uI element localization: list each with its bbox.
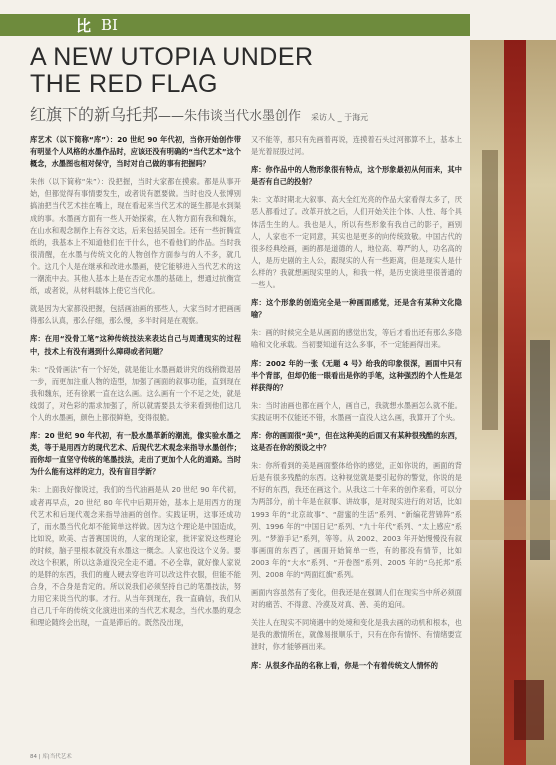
interview-question: 库：你的画面很“美”，但在这种美的后面又有某种很残酷的东西，这是否在你的预设之中？ xyxy=(251,430,462,453)
interview-answer: 画面内容虽然有了变化，但我还是在强调人们在现实当中所必须面对的痛苦、不得意、冷漠及对真、善、美的追问。 xyxy=(251,588,462,610)
interview-question: 库艺术（以下简称“库”）：20 世纪 90 年代初，当你开始创作带有明显个人风格的水墨作品时，应该还没有明确的“当代艺术”这个概念，水墨图也相对保守，当时对自己做的事有把握吗？ xyxy=(30,135,241,169)
interview-answer: 朱：画的时候完全是从画面的感觉出发，等后才看出还有那么多隐喻和文化承载。当初要知道有这么多事，不一定能画得出来。 xyxy=(251,328,462,350)
interview-question: 库：2002 年的一张《无题 4 号》给我的印象很深，画面中只有半个背部，但却仍能一眼看出是你的手笔，这种强烈的个人性是怎样获得的？ xyxy=(251,358,462,392)
interview-answer: 又不能等，那只有先画着再说，连摸着石头过河都算不上，基本上是光着屁股过河。 xyxy=(251,135,462,157)
interview-question: 库：在用“没骨工笔”这种传统技法来表达自己与周遭现实的过程中，技术上有没有遇到什么障碍或者问题？ xyxy=(30,334,241,356)
interview-question: 库：这个形象的创造完全是一种画面感觉，还是含有某种文化隐喻？ xyxy=(251,298,462,320)
title-en-line-2: THE RED FLAG xyxy=(30,70,218,98)
page-footer: 84 | 库|当代艺术 xyxy=(30,754,72,760)
interview-answer: 就是因为大家都没把握，包括画油画的那些人，大家当时才把画画得那么认真，那么仔细，那么慢，多半时间是在观察。 xyxy=(30,304,241,326)
interview-question: 库：20 世纪 90 年代初，有一股水墨革新的潮流，像实验水墨之类，等于是用西方的现代艺术、后现代艺术观念来指导水墨创作；而你却一直坚守传统的笔墨技法，走出了更加个人化的道路。当时为什么能有这样的定力，没有盲目学新？ xyxy=(30,431,241,477)
interview-answer: 关注人在现实不同境遇中的处境和变化是我去画的动机和根本，也是我的激情所在，就像易报顺乐于，只有在你有情怀、有情绪要宣泄时，你才能够画出来。 xyxy=(251,618,462,652)
painting-red-band xyxy=(504,40,526,765)
left-column xyxy=(30,134,241,744)
title-zh-main: 红旗下的新乌托邦 xyxy=(30,105,159,124)
title-zh-subtitle: ——朱伟谈当代水墨创作 xyxy=(158,109,302,124)
painting-strip-image xyxy=(470,40,556,765)
painting-light-band xyxy=(470,500,556,540)
section-category-en: BI xyxy=(101,16,118,34)
section-header-bar xyxy=(0,14,470,36)
article-title-zh xyxy=(30,102,460,125)
interview-answer: 朱：文革时期北大叙事、高大全红光亮的作品大家看得太多了，厌恶人都看过了。改革开放之后，人们开始关注个体、人性、每个具体活生生的人。我也是人，所以有些形象有我自己的影子，画别人，人家也不一定同意，其实也是更多的向传统致敬。中国古代的很多经典绘画，画的都是道德的人，地位高、尊严的人，功名高的人，是历史剧的主人公，跟现实的人有一些距离，但是现实人是什么样的？我就想画现实里的人，和我一样，是历史演进里很普通的一些人。 xyxy=(251,195,462,290)
article-title-en xyxy=(30,44,450,98)
interview-answer: 朱：“没骨画法”有一个好处，就是能让水墨画最讲究的线稍微退居一步，而更加注重人物的造型，加强了画面的叙事功能，直到现在我和魏东，还有徐累一直在这么画。这么画有一个不足之处，就是线弱了，对色彩的需求加强了，所以就需要县太爷来看到他们这几个人的水墨画，颜色上都很鲜艳，变得很脆。 xyxy=(30,364,241,422)
section-category: 比 xyxy=(76,16,94,35)
interview-question: 库：你作品中的人物形象很有特点，这个形象最初从何而来，其中是否有自己的投射？ xyxy=(251,165,462,187)
article-body xyxy=(30,134,462,744)
title-en-line-1: A NEW UTOPIA UNDER xyxy=(30,43,314,71)
interview-answer: 朱：上面我好像说过，我们的当代油画是从 20 世纪 90 年代初，或者再早点，20 世纪 80 年代中后期开始，基本上是用西方的现代艺术和后现代观念来指导油画的创作。实践证明，这事还成功了，而水墨当代化却不能简单这样做。因为这个理论是中国造成，比如说，欧美、吉普赛国说的，人家的现论家，批评家说这些理论的时候，脑子里根本就没有水墨这一概念。人家也没这个义务。要改这个积累，所以这条道没完全走不通。不必全靠，就好像人家说的是胖的东西，我们的瘦人硬去穿也许可以改这件衣服，但能不能合身，不合身是肯定的。所以说我们必须坚持自己的笔墨技法，努力用它来说当代的事。才行。从当年到现在，我一直确信，我们从自己几千年的传统文化演进出来的当代艺术观念，当代水墨的观念和理论随终会出现，一直是滞后的。既然没出现， xyxy=(30,485,241,628)
interview-answer: 朱伟（以下简称“朱”）：没把握，当时大家都在摸索。都是从事开始，但都觉得有事情要发生，或者说有愿要做。当时也没人张博别搞油把当代艺术挂在嘴上，现在看起来当代艺术的诞生都是水到渠成的事。水墨画方面有一些人开始探索，在人物方面有我和魏东，在山水和观念制作上有谷文达，后来包括吴国全。还有一些折腾宣纸的，我基本上不知道他们在干什么，也不看他们的作品。当时我很清醒，在水墨与传统文化的人物创作方面参与的人不多，就几个。这几个人是在继承和改进水墨画，使它能够进入当代艺术的这一潮流中去。其他人基本上是在否定水墨的基础上，想通过抗衡宣纸，或者说，从材料载体上使它当代化。 xyxy=(30,177,241,296)
interview-answer: 朱：当时油画也都在画个人，画自己，我就想水墨画怎么就不能。实践证明不仅能还不错，水墨画一直没人这么画，我算开了个头。 xyxy=(251,400,462,422)
interview-answer: 朱：你所看到的美是画面整体给你的感觉，正如你说的，画面的背后是有很多残酷的东西。这种视觉就是要引起你的警觉，你说的是不好的东西，我还在画这个。从我这二十年来的创作来看，可以分为两部分，前十年是在叙事、讲故事，是对现实进行的对话，比如 1993 年的“北京故事”、“甜蜜的生活”系列、“新编花营锦阵”系列、1996 年的“中国日记”系列、“九十年代”系列、“太上感应”系列。“梦游手记”系列，等等。从 2002、2003 年开始慢慢没有叙事画面的东西了，画面开始简单一些，有的都没有情节，比如 2003 年的“大水”系列、“开卷图”系列、2005 年的“乌托邦”系列、2008 年的“两面红旗”系列。 xyxy=(251,461,462,579)
painting-shadow-band xyxy=(482,150,498,430)
article-author: 采访人 _ 于海元 xyxy=(311,113,369,122)
right-column xyxy=(251,134,462,744)
painting-deep-red-band xyxy=(514,680,544,740)
interview-question: 库：从很多作品的名称上看，你是一个有着传统文人情怀的 xyxy=(251,660,438,670)
